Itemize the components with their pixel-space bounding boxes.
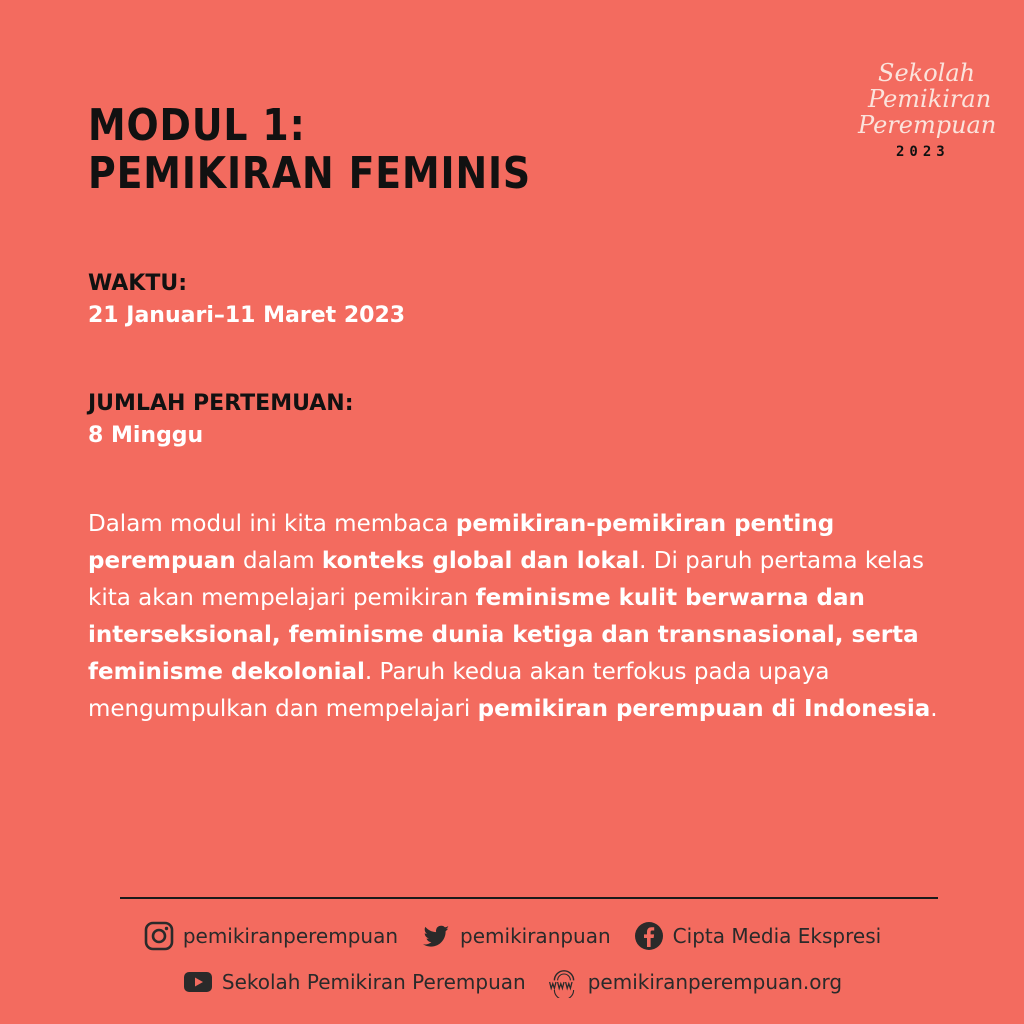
jumlah-label: JUMLAH PERTEMUAN:	[88, 391, 354, 416]
jumlah-value: 8 Minggu	[88, 423, 204, 448]
footer-divider	[120, 897, 938, 899]
twitter-icon	[420, 920, 452, 952]
waktu-label: WAKTU:	[88, 271, 188, 296]
youtube-icon	[182, 966, 214, 998]
desc-bold-2: konteks global dan lokal	[321, 548, 640, 574]
instagram-icon	[143, 920, 175, 952]
waktu-value: 21 Januari–11 Maret 2023	[88, 303, 406, 328]
logo-line-1: Sekolah	[878, 59, 976, 87]
social-row-1	[0, 920, 1024, 952]
desc-bold-3: feminisme kulit berwarna dan interseksional, feminisme dunia ketiga dan transnasional, serta feminisme dekolonial	[88, 585, 919, 685]
desc-text-5: .	[930, 696, 938, 722]
youtube-channel: Sekolah Pemikiran Perempuan	[221, 970, 526, 994]
facebook-icon	[633, 920, 665, 952]
desc-text-4: . Paruh kedua akan terfokus pada upaya mengumpulkan dan mempelajari	[88, 659, 830, 722]
facebook-page: Cipta Media Ekspresi	[672, 924, 882, 948]
logo-line-3: Perempuan	[858, 111, 997, 139]
logo-year: 2023	[896, 144, 950, 160]
logo-line-2: Pemikiran	[868, 85, 992, 113]
www-icon	[548, 966, 580, 998]
youtube-link[interactable]	[182, 966, 526, 998]
waktu-section	[88, 268, 405, 332]
twitter-link[interactable]	[420, 920, 611, 952]
module-description	[88, 506, 968, 728]
title-line-2: PEMIKIRAN FEMINIS	[88, 148, 532, 199]
website-link[interactable]	[548, 966, 842, 998]
title-line-1: MODUL 1:	[88, 100, 306, 151]
page-title	[88, 102, 531, 198]
desc-text-1: Dalam modul ini kita membaca	[88, 511, 456, 537]
twitter-handle: pemikiranpuan	[460, 924, 611, 948]
desc-bold-4: pemikiran perempuan di Indonesia	[477, 696, 931, 722]
social-row-2	[0, 966, 1024, 998]
school-logo	[840, 58, 997, 168]
facebook-link[interactable]	[633, 920, 882, 952]
instagram-handle: pemikiranperempuan	[182, 924, 399, 948]
desc-text-2: dalam	[235, 548, 322, 574]
desc-bold-1: pemikiran-pemikiran penting perempuan	[88, 511, 835, 574]
desc-text-3: . Di paruh pertama kelas kita akan mempelajari pemikiran	[88, 548, 925, 611]
instagram-link[interactable]	[143, 920, 398, 952]
website-url: pemikiranperempuan.org	[587, 970, 843, 994]
jumlah-section	[88, 388, 354, 452]
